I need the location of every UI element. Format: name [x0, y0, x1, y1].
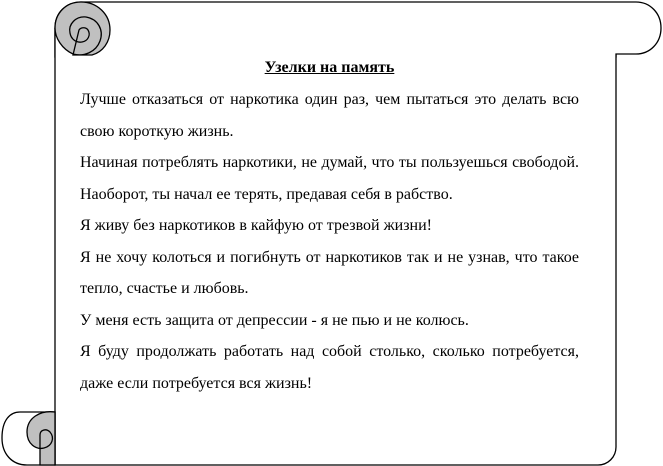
memo-paragraph-3: Я живу без наркотиков в кайфую от трезвой жизни! — [80, 217, 432, 234]
memo-paragraph-4: Я не хочу колоться и погибнуть от наркотиков так и не узнав, что такое тепло, счастье и любовь. — [80, 248, 579, 297]
memo-paragraph-6: Я буду продолжать работать над собой столько, сколько потребуется, даже если потребуется вся жизнь! — [80, 343, 579, 392]
memo-paragraph-1: Лучше отказаться от наркотика один раз, чем пытаться это делать всю свою короткую жизнь. — [80, 91, 579, 140]
memo-paragraph-2: Начиная потреблять наркотики, не думай, что ты пользуешься свободой. Наоборот, ты начал ее терять, предавая себя в рабство. — [80, 154, 579, 203]
memo-paragraph-5: У меня есть защита от депрессии - я не пью и не колюсь. — [80, 311, 469, 329]
memo-title: Узелки на память — [264, 59, 395, 76]
scroll-top-curl — [55, 2, 110, 55]
memo-content — [80, 58, 579, 399]
